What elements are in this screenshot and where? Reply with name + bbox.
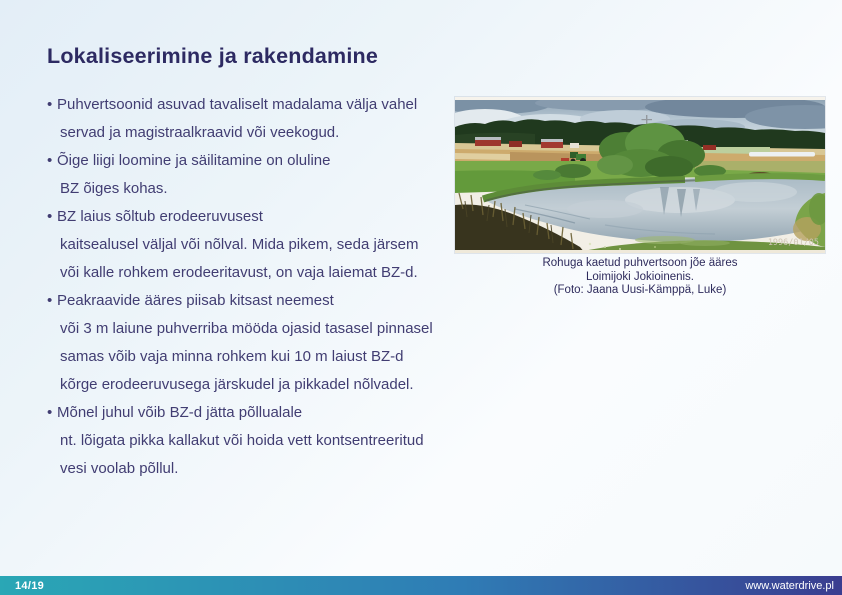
bullet-marker: • — [47, 208, 53, 225]
page-number: 14/19 — [15, 579, 45, 592]
footer-bar — [0, 576, 842, 595]
bullet-list — [47, 91, 452, 483]
bullet-line: kaitsealusel väljal või nõlval. Mida pikem, seda järsem — [60, 236, 419, 253]
bullet-line: Peakraavide ääres piisab kitsast neemest — [57, 292, 334, 309]
bullet-line: Õige liigi loomine ja säilitamine on oluline — [57, 152, 331, 169]
photo-caption — [455, 257, 825, 298]
bullet-item — [47, 203, 452, 287]
bullet-line: BZ laius sõltub erodeeruvusest — [57, 208, 263, 225]
bullet-line: BZ õiges kohas. — [60, 180, 168, 197]
landscape-photo — [455, 97, 825, 253]
page-title: Lokaliseerimine ja rakendamine — [47, 44, 379, 68]
bullet-marker: • — [47, 152, 53, 169]
bullet-line: servad ja magistraalkraavid või veekogud. — [60, 124, 340, 141]
bullet-line: kõrge erodeeruvusega järskudel ja pikkadel nõlvadel. — [60, 376, 414, 393]
bullet-item — [47, 287, 452, 399]
bullet-item — [47, 91, 452, 147]
caption-line: (Foto: Jaana Uusi-Kämppä, Luke) — [553, 284, 727, 296]
bullet-marker: • — [47, 292, 53, 309]
bullet-line: nt. lõigata pikka kallakut või hoida vett kontsentreeritud — [60, 432, 424, 449]
caption-line: Loimijoki Jokioinenis. — [585, 270, 695, 283]
bullet-line: Mõnel juhul võib BZ-d jätta põllualale — [57, 404, 303, 421]
bullet-line: või 3 m laiune puhverriba mööda ojasid tasasel pinnasel — [60, 320, 433, 337]
bullet-line: samas võib vaja minna rohkem kui 10 m laiust BZ-d — [60, 348, 404, 365]
bullet-line: Puhvertsoonid asuvad tavaliselt madalama välja vahel — [57, 96, 418, 113]
photo-figure — [455, 97, 825, 253]
caption-line: Rohuga kaetud puhvertsoon jõe ääres — [542, 257, 738, 269]
bullet-item — [47, 399, 452, 483]
bullet-marker: • — [47, 404, 53, 421]
website-link[interactable]: www.waterdrive.pl — [745, 579, 834, 592]
bullet-item — [47, 147, 452, 203]
bullet-line: vesi voolab põllul. — [60, 460, 179, 477]
bullet-line: või kalle rohkem erodeeritavust, on vaja laiemat BZ-d. — [60, 264, 418, 281]
photo-timestamp: 1996/01/05 — [767, 238, 819, 248]
bullet-marker: • — [47, 96, 53, 113]
